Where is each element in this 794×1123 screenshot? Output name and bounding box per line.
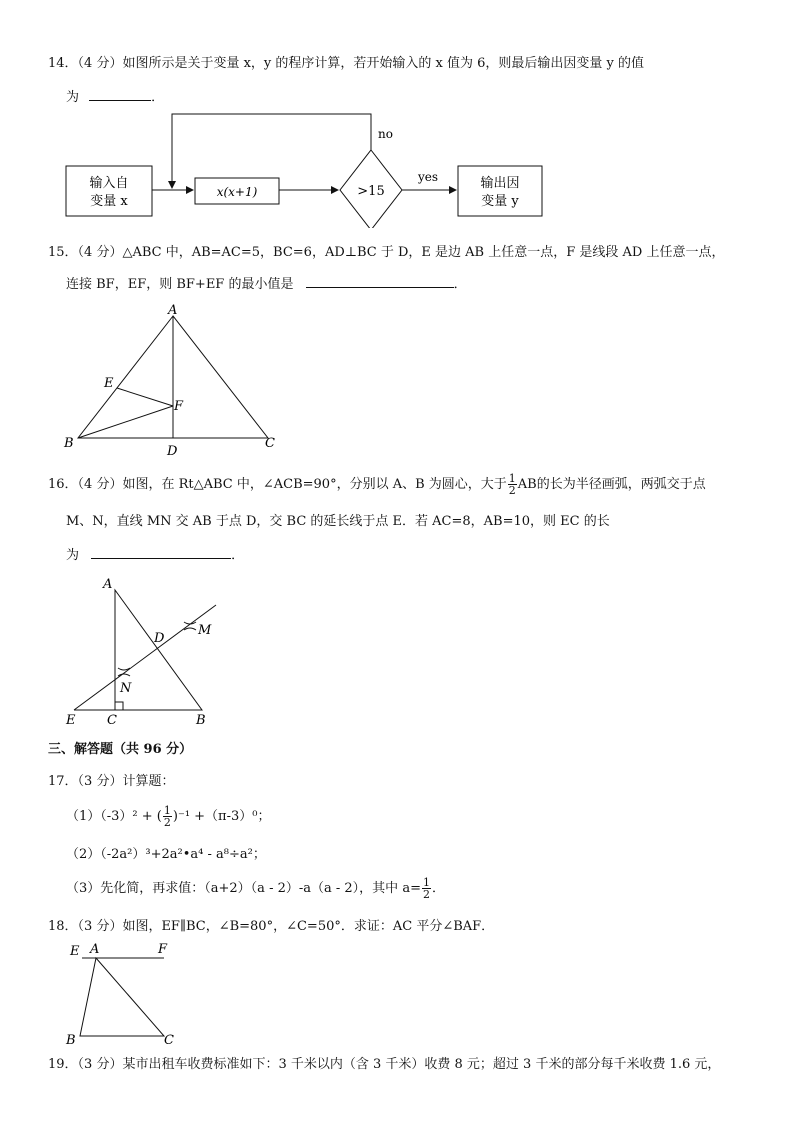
q18-label-b: B — [66, 1033, 76, 1048]
q16-label-c: C — [107, 713, 117, 728]
q19-text: 19．（3 分）某市出租车收费标准如下：3 千米以内（含 3 千米）收费 8 元；超过 3 千米的部分每千米收费 1.6 元， — [48, 1057, 721, 1072]
q16-line-mn — [74, 605, 216, 710]
flow-output-line1: 输出因 — [480, 176, 520, 191]
q14-flowchart — [60, 108, 550, 228]
q14-answer-blank — [89, 86, 151, 101]
q18-label-a: A — [90, 942, 100, 957]
q14-suffix: ． — [151, 90, 165, 105]
q16-label-b: B — [196, 713, 206, 728]
flow-input-line1: 输入自 — [89, 176, 129, 191]
q15-label-a: A — [168, 303, 178, 318]
q16-frac-num: 1 — [508, 472, 516, 485]
q16-label-n: N — [120, 681, 132, 696]
q17-part2: （2）（-2a²）³+2a²•a⁴ - a⁸÷a²； — [66, 847, 266, 862]
q16-label-a: A — [103, 577, 113, 592]
flow-output-line2: 变量 y — [481, 194, 519, 209]
q17-p1-a: （1）（-3）² + ( — [66, 809, 162, 824]
flow-decision-label: >15 — [357, 184, 385, 199]
q15-line2 — [66, 273, 467, 295]
q15-label-f: F — [174, 399, 184, 414]
q16-prefix: 为 — [66, 548, 80, 563]
q17-p1-num: 1 — [163, 804, 171, 817]
q15-segment-ef — [117, 388, 173, 406]
q17-part3 — [66, 876, 445, 902]
q15-segment-bf — [78, 406, 173, 438]
q14-line1: 14．（4 分）如图所示是关于变量 x，y 的程序计算，若开始输入的 x 值为 6，则最后输出因变量 y 的值 — [48, 56, 644, 71]
q15-answer-blank — [306, 273, 454, 288]
q16-fraction — [508, 473, 517, 496]
q18-label-e: E — [70, 944, 80, 959]
q17-p1-b: )⁻¹ +（π-3）⁰； — [172, 809, 271, 824]
q16-line1 — [48, 472, 706, 498]
q15-label-e: E — [104, 376, 114, 391]
q15-label-b: B — [64, 436, 74, 451]
q16-label-m: M — [198, 623, 212, 638]
q17-p3-num: 1 — [422, 876, 430, 889]
q17-p3-fraction — [422, 877, 431, 900]
flow-no-label: no — [378, 127, 393, 141]
q16-line1-a: 16．（4 分）如图，在 Rt△ABC 中，∠ACB=90°，分别以 A、B 为圆心，大于 — [48, 477, 507, 492]
flow-input-line2: 变量 x — [90, 194, 128, 209]
q17-p3-den: 2 — [422, 888, 430, 901]
q17-p1-fraction — [163, 805, 172, 828]
q17-p3-b: ． — [431, 881, 445, 896]
q16-right-angle-mark — [115, 702, 123, 710]
q17-p1-den: 2 — [163, 816, 171, 829]
q18-triangle-figure — [60, 938, 190, 1048]
q18-triangle-abc — [80, 958, 164, 1036]
q14-prefix: 为 — [66, 90, 80, 105]
q15-triangle-figure — [60, 300, 300, 460]
q16-suffix: ． — [231, 548, 245, 563]
q16-answer-blank — [91, 544, 231, 559]
q14-line2 — [66, 86, 164, 108]
q18-text: 18．（3 分）如图，EF∥BC，∠B=80°，∠C=50°．求证：AC 平分∠BAF． — [48, 919, 495, 934]
q15-suffix: ． — [453, 277, 467, 292]
q16-triangle-figure — [60, 572, 240, 730]
flow-yes-label: yes — [418, 170, 439, 184]
q15-line1: 15．（4 分）△ABC 中，AB=AC=5，BC=6，AD⊥BC 于 D，E 是边 AB 上任意一点，F 是线段 AD 上任意一点， — [48, 245, 725, 260]
flow-process-label: x(x+1) — [216, 185, 258, 199]
q16-line1-b: AB的长为半径画弧，两弧交于点 — [517, 477, 706, 492]
q15-label-d: D — [167, 444, 178, 459]
section-3-heading: 三、解答题（共 96 分） — [48, 742, 193, 757]
q17-part1 — [66, 804, 270, 830]
q18-label-f: F — [158, 942, 168, 957]
q16-frac-den: 2 — [508, 484, 516, 497]
q18-label-c: C — [164, 1033, 174, 1048]
q16-label-d: D — [154, 631, 165, 646]
q15-label-c: C — [265, 436, 275, 451]
q16-line3 — [66, 544, 244, 566]
q15-prefix: 连接 BF，EF，则 BF+EF 的最小值是 — [66, 277, 294, 292]
q16-label-e: E — [66, 713, 76, 728]
q17-title: 17．（3 分）计算题： — [48, 774, 175, 789]
q16-line2: M、N，直线 MN 交 AB 于点 D，交 BC 的延长线于点 E．若 AC=8，AB=10，则 EC 的长 — [66, 514, 610, 529]
q17-p3-a: （3）先化简，再求值：（a+2）（a - 2）-a（a - 2），其中 a= — [66, 881, 421, 896]
